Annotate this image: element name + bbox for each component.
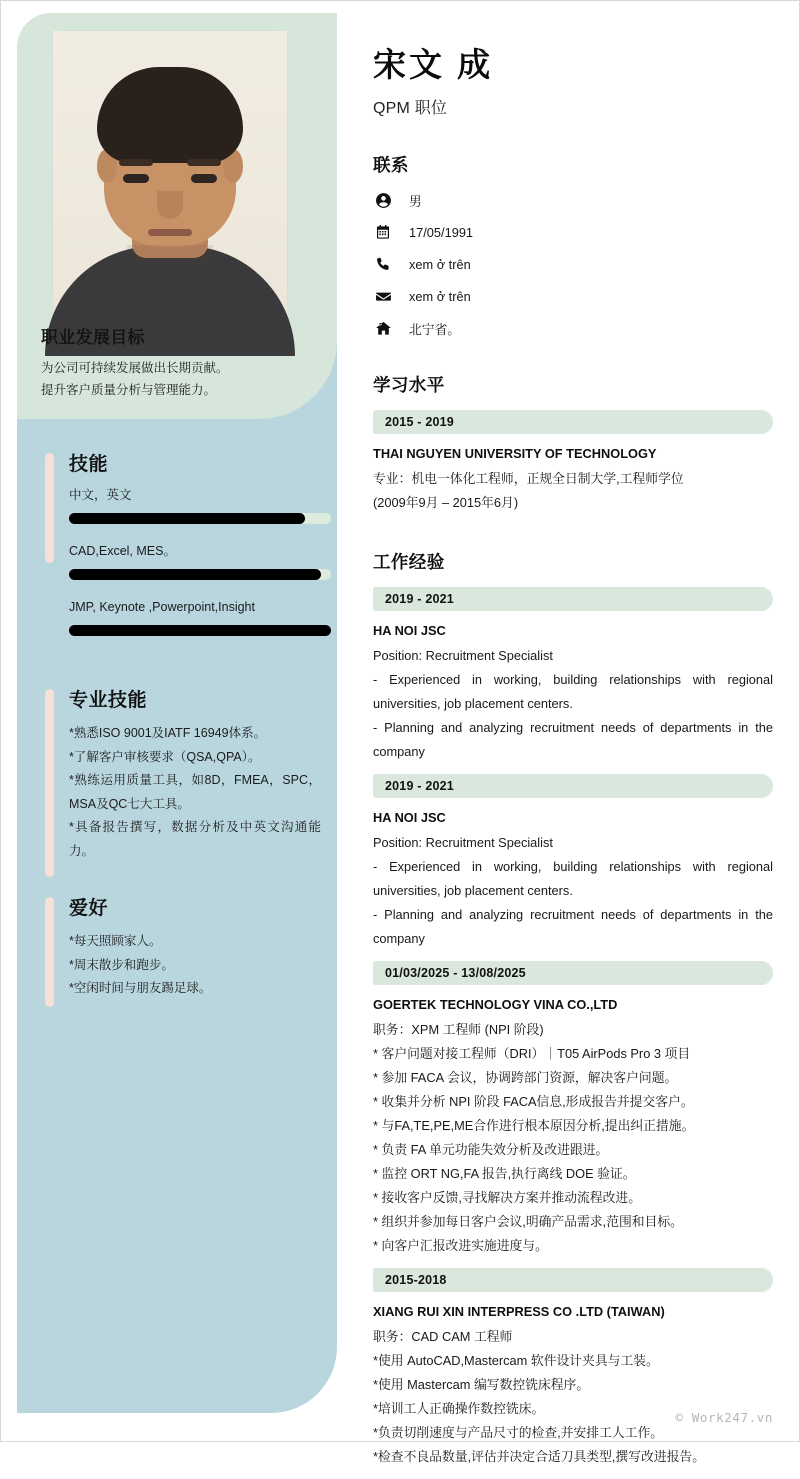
skill-label: JMP, Keynote ,Powerpoint,Insight xyxy=(69,600,255,614)
experience-line: *负责切削速度与产品尺寸的检查,并安排工人工作。 xyxy=(373,1425,664,1440)
contact-value-birthdate: 17/05/1991 xyxy=(409,224,474,240)
professional-skills-title: 专业技能 xyxy=(69,690,148,711)
experience-line: - Experienced in working, building relationships with regional universities, job placement centers. xyxy=(373,859,773,898)
experience-line: - Experienced in working, building relationships with regional universities, job placement centers. xyxy=(373,672,773,711)
envelope-icon xyxy=(373,286,393,306)
professional-skills-line: *了解客户审核要求（QSA,QPA）。 xyxy=(69,749,261,764)
hobbies-accent-bar xyxy=(45,897,54,1007)
experience-line: 职务：XPM 工程师 (NPI 阶段) xyxy=(373,1022,544,1037)
experience-line: * 向客户汇报改进实施进度与。 xyxy=(373,1238,548,1253)
contact-value-address: 北宁省。 xyxy=(409,321,461,337)
education-entry xyxy=(373,410,773,515)
hobby-line: *每天照顾家人。 xyxy=(69,934,162,948)
skill-item xyxy=(69,542,321,580)
professional-skills-line: *熟练运用质量工具，如8D，FMEA，SPC，MSA及QC七大工具。 xyxy=(69,773,321,811)
contact-row xyxy=(373,222,773,242)
experience-org: XIANG RUI XIN INTERPRESS CO .LTD (TAIWAN) xyxy=(373,1304,665,1319)
experience-line: *使用 Mastercam 编写数控铣床程序。 xyxy=(373,1377,590,1392)
experience-period: 2019 - 2021 xyxy=(373,587,773,611)
experience-line: Position: Recruitment Specialist xyxy=(373,835,553,850)
experience-line: Position: Recruitment Specialist xyxy=(373,648,553,663)
watermark: © Work247.vn xyxy=(675,1410,773,1425)
professional-skills-line: *具备报告撰写，数据分析及中英文沟通能力。 xyxy=(69,820,321,858)
education-line: 专业：机电一体化工程师，正规全日制大学,工程师学位 xyxy=(373,471,684,486)
experience-entry xyxy=(373,587,773,764)
left-sidebar xyxy=(17,13,337,1413)
contact-row[interactable] xyxy=(373,286,773,306)
contact-value-email: xem ở trên xyxy=(409,288,471,304)
experience-line: * 与FA,TE,PE,ME合作进行根本原因分析,提出纠正措施。 xyxy=(373,1118,695,1133)
experience-org: HA NOI JSC xyxy=(373,623,446,638)
skill-label: CAD,Excel, MES。 xyxy=(69,544,176,558)
skill-bar-fill xyxy=(69,513,305,524)
experience-org: GOERTEK TECHNOLOGY VINA CO.,LTD xyxy=(373,997,618,1012)
job-title: QPM 职位 xyxy=(373,100,448,117)
skill-bar-track xyxy=(69,625,331,636)
profile-photo-card xyxy=(53,31,287,316)
hobby-line: *空闲时间与朋友踢足球。 xyxy=(69,981,212,995)
career-objective-line: 提升客户质量分析与管理能力。 xyxy=(41,383,217,397)
professional-skills-section xyxy=(41,685,321,863)
experience-org: HA NOI JSC xyxy=(373,810,446,825)
skill-label: 中文，英文 xyxy=(69,488,132,502)
contact-row xyxy=(373,318,773,338)
experience-line: * 监控 ORT NG,FA 报告,执行离线 DOE 验证。 xyxy=(373,1166,636,1181)
experience-line: *培训工人正确操作数控铣床。 xyxy=(373,1401,545,1416)
hobbies-list xyxy=(69,930,321,1001)
phone-icon xyxy=(373,254,393,274)
experience-period: 2015-2018 xyxy=(373,1268,773,1292)
skill-item xyxy=(69,598,321,636)
education-line: (2009年9月 – 2015年6月) xyxy=(373,495,519,510)
profile-photo xyxy=(53,31,287,316)
experience-period: 01/03/2025 - 13/08/2025 xyxy=(373,961,773,985)
skill-bar-track xyxy=(69,569,331,580)
contact-row[interactable] xyxy=(373,254,773,274)
skill-item xyxy=(69,486,321,524)
professional-skills-list xyxy=(69,722,321,863)
person-icon xyxy=(373,190,393,210)
contact-value-gender: 男 xyxy=(409,193,422,209)
career-objective-title: 职业发展目标 xyxy=(41,328,145,347)
experience-line: *使用 AutoCAD,Mastercam 软件设计夹具与工装。 xyxy=(373,1353,659,1368)
hobbies-title: 爱好 xyxy=(69,898,109,919)
career-objective-section xyxy=(41,323,313,401)
experience-line: * 负责 FA 单元功能失效分析及改进跟进。 xyxy=(373,1142,609,1157)
experience-line: * 接收客户反馈,寻找解决方案并推动流程改进。 xyxy=(373,1190,642,1205)
experience-entry xyxy=(373,774,773,951)
experience-line: * 客户问题对接工程师（DRI）｜T05 AirPods Pro 3 项目 xyxy=(373,1046,691,1061)
experience-line: 职务：CAD CAM 工程师 xyxy=(373,1329,513,1344)
education-org: THAI NGUYEN UNIVERSITY OF TECHNOLOGY xyxy=(373,446,657,461)
skills-accent-bar xyxy=(45,453,54,563)
hobby-line: *周末散步和跑步。 xyxy=(69,957,174,972)
experience-line: * 参加 FACA 会议，协调跨部门资源，解决客户问题。 xyxy=(373,1070,678,1085)
professional-skills-accent-bar xyxy=(45,689,54,877)
experience-title: 工作经验 xyxy=(373,552,445,572)
skills-section xyxy=(41,449,321,654)
experience-line: - Planning and analyzing recruitment needs of departments in the company xyxy=(373,907,773,946)
page-title: 宋文 成 xyxy=(373,46,494,83)
hobbies-section xyxy=(41,893,321,1001)
professional-skills-line: *熟悉ISO 9001及IATF 16949体系。 xyxy=(69,726,267,740)
education-period: 2015 - 2019 xyxy=(373,410,773,434)
experience-line: * 组织并参加每日客户会议,明确产品需求,范围和目标。 xyxy=(373,1214,683,1229)
experience-period: 2019 - 2021 xyxy=(373,774,773,798)
contact-value-phone: xem ở trên xyxy=(409,256,471,272)
home-icon xyxy=(373,318,393,338)
experience-entry xyxy=(373,961,773,1258)
experience-entry xyxy=(373,1268,773,1469)
calendar-icon xyxy=(373,222,393,242)
education-title: 学习水平 xyxy=(373,375,445,395)
main-content xyxy=(373,1,773,1479)
skills-title: 技能 xyxy=(69,454,109,475)
experience-line: * 收集并分析 NPI 阶段 FACA信息,形成报告并提交客户。 xyxy=(373,1094,694,1109)
contact-row xyxy=(373,190,773,210)
contact-title: 联系 xyxy=(373,155,409,175)
skills-list xyxy=(69,486,321,636)
skill-bar-fill xyxy=(69,569,321,580)
experience-line: *检查不良品数量,评估并决定合适刀具类型,撰写改进报告。 xyxy=(373,1449,706,1464)
skill-bar-fill xyxy=(69,625,331,636)
career-objective-line: 为公司可持续发展做出长期贡献。 xyxy=(41,361,229,375)
experience-line: - Planning and analyzing recruitment needs of departments in the company xyxy=(373,720,773,759)
skill-bar-track xyxy=(69,513,331,524)
